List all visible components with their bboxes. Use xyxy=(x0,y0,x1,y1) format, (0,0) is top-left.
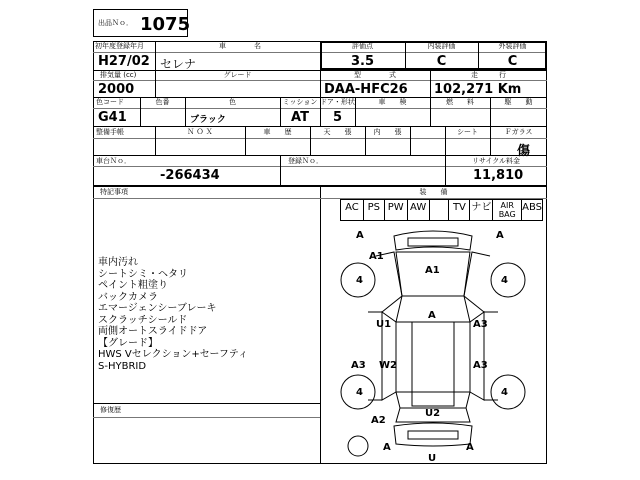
sunroof-label: 天 張 xyxy=(323,128,352,136)
mission-label: ミッション xyxy=(282,98,318,106)
note-line: スクラッチシールド xyxy=(98,314,188,326)
equipment-pw: PW xyxy=(385,200,408,220)
model-value: DAA-HFC26 xyxy=(324,82,408,97)
damage-u2: U2 xyxy=(425,408,441,419)
equipment-airbag: AIR BAG xyxy=(493,200,522,220)
note-line: エマージェンシーブレーキ xyxy=(98,303,217,314)
equipment-ps: PS xyxy=(364,200,385,220)
damage-rear-right: A xyxy=(466,442,474,453)
damage-front-left: A xyxy=(356,230,364,241)
displacement-label: 排気量 (cc) xyxy=(100,71,137,79)
note-line: バックカメラ xyxy=(98,291,158,303)
damage-a3-right-front: A3 xyxy=(473,319,488,330)
mileage-value: 102,271 Km xyxy=(434,82,522,97)
color-code-label: 色コード xyxy=(96,98,124,106)
damage-w2: W2 xyxy=(379,360,397,371)
damage-a1-left: A1 xyxy=(369,251,384,262)
first-reg-value: H27/02 xyxy=(98,54,150,69)
car-name-label: 車 名 xyxy=(219,42,261,50)
damage-front-right: A xyxy=(496,230,504,241)
exterior-value: C xyxy=(507,54,518,69)
notes-label: 特記事項 xyxy=(100,188,128,196)
color-code-value: G41 xyxy=(98,110,127,125)
reg-no-label: 登録Ｎｏ． xyxy=(288,157,323,165)
chassis-label: 車台Ｎｏ． xyxy=(96,157,131,165)
equipment-tv: TV xyxy=(449,200,470,220)
lot-number-value: 1075 xyxy=(140,14,191,35)
color-no-label: 色番 xyxy=(155,98,170,106)
damage-roof-a: A xyxy=(428,310,436,321)
note-line: シートシミ・ヘタリ xyxy=(98,268,188,280)
damage-a3-left: A3 xyxy=(351,360,366,371)
equipment-ac: AC xyxy=(341,200,364,220)
interior-value: C xyxy=(436,54,447,69)
nox-label: Ｎ Ｏ Ｘ xyxy=(187,128,213,136)
score-value: 3.5 xyxy=(350,54,375,69)
lot-number-box xyxy=(93,9,191,37)
fuel-label: 燃 料 xyxy=(446,98,474,106)
first-reg-label: 初年度登録年月 xyxy=(95,42,144,50)
note-line: 両側オートスライドドア xyxy=(98,326,208,337)
damage-wheel-rl: 4 xyxy=(356,387,363,398)
damage-a1-hood: A1 xyxy=(425,265,440,276)
displacement-value: 2000 xyxy=(98,82,135,97)
exterior-label: 外装評価 xyxy=(498,42,527,50)
damage-a3-right-rear: A3 xyxy=(473,360,488,371)
lot-number-label: 出品Ｎｏ． xyxy=(98,19,133,27)
equipment-blank xyxy=(430,200,450,220)
damage-a2: A2 xyxy=(371,415,386,426)
damage-wheel-fl: 4 xyxy=(356,275,363,286)
score-label: 評価点 xyxy=(352,42,373,50)
note-line: 【グレード】 xyxy=(98,337,158,349)
damage-rear-mid: U xyxy=(428,453,437,464)
note-line: ペイント粗塗り xyxy=(98,280,168,291)
damage-wheel-fr: 4 xyxy=(501,275,508,286)
car-damage-diagram xyxy=(320,222,547,464)
door-label: ドア・形状 xyxy=(320,98,355,106)
grade-label: グレード xyxy=(223,71,252,79)
equipment-label: 装 備 xyxy=(419,188,448,196)
damage-wheel-rr: 4 xyxy=(501,387,508,398)
seat-label: シート xyxy=(457,128,478,136)
color-label: 色 xyxy=(229,98,236,106)
glass-value: 傷 xyxy=(516,144,530,159)
damage-rear-left: A xyxy=(383,442,391,453)
model-label: 型 式 xyxy=(354,71,396,79)
notes-body xyxy=(98,257,316,372)
mileage-label: 走 行 xyxy=(471,71,506,79)
equipment-row xyxy=(340,199,543,221)
drive-label: 駆 動 xyxy=(504,98,533,106)
recycle-label: リサイクル料金 xyxy=(471,157,521,165)
manual-label: 整備手帳 xyxy=(96,128,124,136)
inspection-label: 車 検 xyxy=(378,98,407,106)
repair-label: 修復歴 xyxy=(100,406,121,414)
equipment-navi: ナビ xyxy=(470,200,493,220)
interior-label: 内装評価 xyxy=(427,42,456,50)
mission-value: AT xyxy=(291,110,309,125)
chassis-value: -266434 xyxy=(160,168,220,183)
glass-label: Ｆガラス xyxy=(504,128,533,136)
note-line: 車内汚れ xyxy=(98,257,138,268)
note-line: S-HYBRID xyxy=(98,360,147,372)
color-value: ブラック xyxy=(190,115,226,125)
note-line: HWS Vセレクション+セーフティ xyxy=(98,349,249,360)
car-name-value: セレナ xyxy=(160,57,197,71)
inner-label: 内 張 xyxy=(373,128,402,136)
history-label: 車 歴 xyxy=(263,128,292,136)
equipment-abs: ABS xyxy=(522,202,543,213)
recycle-value: 11,810 xyxy=(473,168,524,183)
door-value: 5 xyxy=(332,110,343,125)
equipment-aw: AW xyxy=(408,200,430,220)
damage-u1: U1 xyxy=(376,319,392,330)
